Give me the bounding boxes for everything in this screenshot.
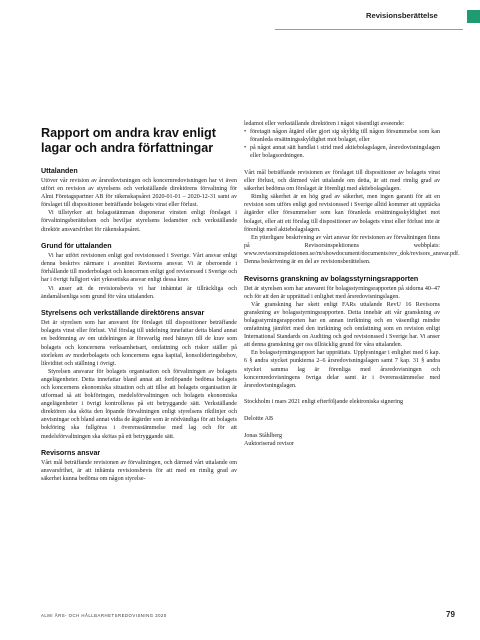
section-tab-marker xyxy=(467,10,480,23)
paragraph: Vårt mål beträffande revisionen av förslaget till dispositioner av bolagets vinst eller förlust, och därmed vårt uttalande om detta, är att med rimlig grad av säkerhet bedöma om förslaget är förenligt med aktiebolagslagen. xyxy=(244,169,440,193)
section-heading: Styrelsens och verkställande direktörens ansvar xyxy=(41,309,205,318)
bullet-item: • företagit någon åtgärd eller gjort sig skyldig till någon försummelse som kan föranleda ersättningsskyldighet mot bolaget, eller xyxy=(244,128,440,144)
paragraph: Stockholm i mars 2021 enligt efterföljande elektroniska signering xyxy=(244,399,404,406)
section-heading: Uttalanden xyxy=(41,167,78,175)
left-column xyxy=(41,122,237,483)
paragraph: ledamot eller verkställande direktören i något väsentligt avseende: xyxy=(244,121,405,127)
paragraph: Rimlig säkerhet är en hög grad av säkerhet, men ingen garanti för att en revision som utförs enligt god revisionssed i Sverige alltid kommer att upptäcka åtgärder eller försummelser som kan föranleda ersättningsskyldighet mot bolaget, eller att ett förslag till dispositioner av bolagets vinst eller förlust inte är förenligt med aktiebolagslagen. xyxy=(244,194,440,233)
paragraph: Det är styrelsen som har ansvaret för förslaget till dispositioner beträffande bolagets vinst eller förlust. Vid förslag till utdelning innefattar detta bland annat en bedömning av om utdelningen är försvarlig med hänsyn till de krav som bolagets och koncernens verksamhetsart, omfattning och risker ställer på storleken av moderbolagets och koncernens egna kapital, konsolideringsbehov, likviditet och ställning i övrigt. xyxy=(41,320,237,367)
paragraph: Jonas Ståhlberg xyxy=(244,432,283,439)
page-number: 79 xyxy=(446,610,455,619)
paragraph: Vår granskning har skett enligt FARs uttalande RevU 16 Revisorns granskning av bolagsstyrningsrapporten. Detta innebär att vår granskning av bolagsstyrningsrapporten har en annan inriktning och en väsentligt mindre omfattning jämfört med den inriktning och omfattning som en revision enligt International Standards on Auditing och god revisionssed i Sverige har. Vi anser att denna granskning ger oss tillräcklig grund för våra uttalanden. xyxy=(244,301,440,349)
right-column-body xyxy=(244,120,460,448)
right-column xyxy=(244,120,460,448)
section-heading: Revisorns granskning av bolagsstyrningsrapporten xyxy=(244,274,419,283)
paragraph: En bolagsstyrningsrapport har upprättats. Upplysningar i enlighet med 6 kap. 6 § andra stycket punkterna 2–6 årsredovisningslagen samt 7 kap. 31 § andra stycket samma lag är förenliga med årsredovisningen och koncernredovisningens övriga delar samt är i överensstämmelse med årsredovisningslagen. xyxy=(244,350,440,389)
paragraph: Vi anser att de revisionsbevis vi har inhämtat är tillräckliga och ändamålsenliga som grund för våra uttalanden. xyxy=(41,285,237,300)
paragraph: Vi tillstyrker att bolagsstämman disponerar vinsten enligt förslaget i förvaltningsberättelsen och beviljar styrelsens ledamöter och verkställande direktör ansvarsfrihet för räkenskapsåret. xyxy=(41,210,237,233)
header-divider xyxy=(275,29,463,30)
paragraph: Vi har utfört revisionen enligt god revisionssed i Sverige. Vårt ansvar enligt denna beskrivs närmare i avsnittet Revisorns ansvar. Vi är oberoende i förhållande till moderbolaget och koncernen enligt god revisorssed i Sverige och har i övrigt fullgjort vårt yrkesetiska ansvar enligt dessa krav. xyxy=(41,253,237,284)
page-title: Rapport om andra krav enligt lagar och andra författningar xyxy=(41,126,216,155)
paragraph: Vårt mål beträffande revisionen av förvaltningen, och därmed vårt uttalande om ansvarsfrihet, är att inhämta revisionsbevis för att med en rimlig grad av säkerhet kunna bedöma om någon styrelse- xyxy=(41,460,237,483)
section-heading: Revisorns ansvar xyxy=(41,449,101,458)
paragraph: Deloitte AB xyxy=(244,415,274,422)
paragraph: Det är styrelsen som har ansvaret för bolagsstyrningsrapporten på sidorna 40–47 och för att den är upprättad i enlighet med årsredovisningslagen. xyxy=(244,285,440,300)
left-column-body xyxy=(41,167,237,483)
bullet-item: • på något annat sätt handlat i strid med aktiebolagslagen, årsredovisningslagen eller bolagsordningen. xyxy=(244,144,440,160)
paragraph: Utöver vår revision av årsredovisningen och koncernredovisningen har vi även utfört en revision av styrelsens och verkställande direktörens förvaltning för Almi Företagspartner AB för räkenskapsåret 2020-01-01 – 2020-12-31 samt av förslaget till dispositioner beträffande bolagets vinst eller förlust. xyxy=(41,178,237,209)
footer-publication: ALMI ÅRS- OCH HÅLLBARHETSREDOVISNING 2020 xyxy=(41,613,167,618)
section-heading: Grund för uttalanden xyxy=(41,242,112,251)
paragraph: Auktoriserad revisor xyxy=(244,440,294,447)
paragraph: En ytterligare beskrivning av vårt ansvar för revisionen av förvaltningen finns på Revisorsinspektionens webbplats: www.revisorsinspektionen.se/rn/showdocument/documents/rev_dok/revisors_ansvar.pdf. Denna beskrivning är en del av revisionsberättelsen. xyxy=(244,234,460,265)
paragraph: Styrelsen ansvarar för bolagets organisation och förvaltningen av bolagets angelägenheter. Detta innefattar bland annat att fortlöpande bedöma bolagets och koncernens ekonomiska situation och att tillse att bolagets organisation är utformad så att bokföringen, medelsförvaltningen och bolagets ekonomiska angelägenheter i övrigt kontrolleras på ett betryggande sätt. Verkställande direktören ska sköta den löpande förvaltningen enligt styrelsens riktlinjer och anvisningar och bland annat vidta de åtgärder som är nödvändiga för att bolagets bokföring ska fullgöras i överensstämmelse med lag och för att medelsförvaltningen ska skötas på ett betryggande sätt. xyxy=(41,368,237,440)
bullet-list xyxy=(244,128,440,160)
section-header: Revisionsberättelse xyxy=(366,11,438,20)
